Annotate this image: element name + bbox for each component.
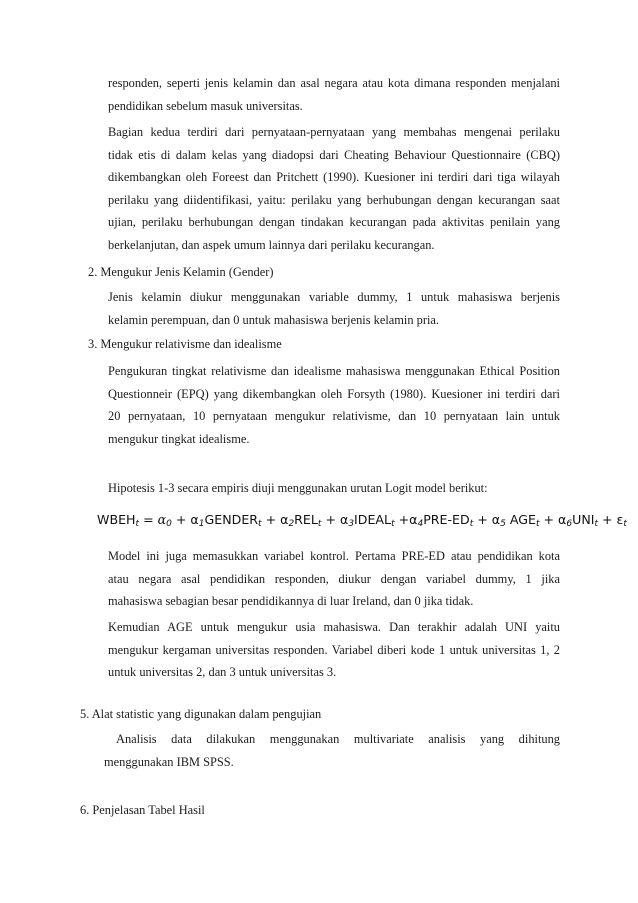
- formula-subscript: 1: [198, 519, 205, 529]
- text-line: Jenis kelamin diukur menggunakan variable dummy, 1 untuk mahasiswa berjenis: [108, 290, 560, 304]
- formula-subscript: t: [258, 519, 262, 529]
- formula-lhs: WBEH: [97, 512, 136, 527]
- formula-subscript: t: [623, 519, 627, 529]
- text-line: Kemudian AGE untuk mengukur usia mahasiswa. Dan terakhir adalah UNI yaitu: [108, 620, 560, 634]
- text-line: Model ini juga memasukkan variabel kontrol. Pertama PRE-ED atau pendidikan kota: [108, 549, 560, 563]
- paragraph-cbq: [108, 121, 560, 257]
- text-line: mengukur tingkat idealisme.: [108, 431, 250, 446]
- formula-term: α: [157, 512, 167, 527]
- formula-subscript: 0: [166, 519, 172, 529]
- text-line: responden, seperti jenis kelamin dan asal negara atau kota dimana responden menjalani: [108, 76, 560, 90]
- formula-term: + ε: [598, 512, 624, 527]
- text-line: atau negara asal pendidikan responden, diukur dengan variabel dummy, 1 jika: [108, 571, 560, 586]
- formula-subscript: 2: [288, 519, 295, 529]
- formula-subscript: t: [391, 519, 395, 529]
- text-line: untuk universitas 2, dan 3 untuk universitas 3.: [108, 665, 337, 680]
- formula-term: UNI: [572, 512, 595, 527]
- text-line: menggunakan IBM SPSS.: [104, 754, 234, 769]
- formula-term: GENDER: [204, 512, 259, 527]
- paragraph-gender: [108, 286, 560, 331]
- hypothesis-text: Hipotesis 1-3 secara empiris diuji menggunakan urutan Logit model berikut:: [108, 481, 488, 495]
- text-line: 20 pernyataan, 10 pernyataan mengukur relativisme, dan 10 pernyataan lain untuk: [108, 409, 560, 424]
- formula-subscript: 6: [566, 519, 573, 529]
- formula-term: + α: [261, 512, 289, 527]
- formula-term: + α: [473, 512, 501, 527]
- formula-term: =: [139, 512, 158, 527]
- formula-term: + α: [539, 512, 567, 527]
- text-line: pendidikan sebelum masuk universitas.: [108, 98, 303, 113]
- text-line: mengukur kergaman universitas responden. Variabel diberi kode 1 untuk universitas 1, 2: [108, 642, 560, 657]
- text-line: ujian, perilaku berhubungan dengan tindakan kecurangan pada aktivitas penilain yang: [108, 215, 560, 230]
- formula-subscript: t: [317, 519, 322, 529]
- heading-statistic-tool: 5. Alat statistic yang digunakan dalam pengujian: [80, 707, 322, 721]
- formula-term: AGE: [505, 512, 536, 527]
- text-line: mahasiswa sebagian besar pendidikannya di luar Ireland, dan 0 jika tidak.: [108, 594, 474, 609]
- formula-subscript: 3: [348, 519, 355, 529]
- formula-term: REL: [294, 512, 318, 527]
- text-line: berkelanjutan, dan aspek umum lainnya dari perilaku kecurangan.: [108, 237, 435, 252]
- formula-subscript: 5: [500, 519, 506, 529]
- text-line: Analisis data dilakukan menggunakan multivariate analisis yang dihitung: [116, 732, 560, 746]
- paragraph-respondent: [108, 72, 560, 117]
- text-line: Bagian kedua terdiri dari pernyataan-pernyataan yang membahas mengenai perilaku: [108, 125, 560, 139]
- formula-term: + α: [171, 512, 199, 527]
- paragraph-statistic-tool: [104, 728, 560, 773]
- heading-relativism: 3. Mengukur relativisme dan idealisme: [88, 337, 282, 351]
- text-line: perilaku yang diidentifikasi, yaitu: perilaku yang berhubungan dengan kecurangan saat: [108, 192, 560, 207]
- heading-result-table: 6. Penjelasan Tabel Hasil: [80, 803, 205, 817]
- formula-subscript: t: [535, 519, 540, 529]
- paragraph-age-uni: [108, 616, 560, 684]
- text-line: dikembangkan oleh Foreest dan Pritchett (1990). Kuesioner ini terdiri dari tiga wilayah: [108, 170, 560, 185]
- heading-gender: 2. Mengukur Jenis Kelamin (Gender): [88, 265, 274, 279]
- formula-term: +α: [394, 512, 418, 527]
- text-line: kelamin perempuan, dan 0 untuk mahasiswa berjenis kelamin pria.: [108, 312, 440, 327]
- formula-subscript: 4: [417, 519, 424, 529]
- formula-subscript: t: [469, 519, 474, 529]
- text-line: Pengukuran tingkat relativisme dan idealisme mahasiswa menggunakan Ethical Position: [108, 364, 560, 378]
- formula-subscript: t: [594, 519, 598, 529]
- formula-subscript: t: [135, 519, 140, 529]
- paragraph-control-variables: [108, 545, 560, 613]
- formula-term: + α: [321, 512, 349, 527]
- formula-term: IDEAL: [354, 512, 392, 527]
- text-line: tidak etis di dalam kelas yang diadopsi dari Cheating Behaviour Questionnaire (CBQ): [108, 147, 560, 162]
- text-line: Questionneir (EPQ) yang dikembangkan oleh Forsyth (1980). Kuesioner ini terdiri dari: [108, 386, 560, 401]
- formula-term: PRE-ED: [423, 512, 470, 527]
- logit-formula: [97, 512, 627, 536]
- paragraph-epq: [108, 360, 560, 450]
